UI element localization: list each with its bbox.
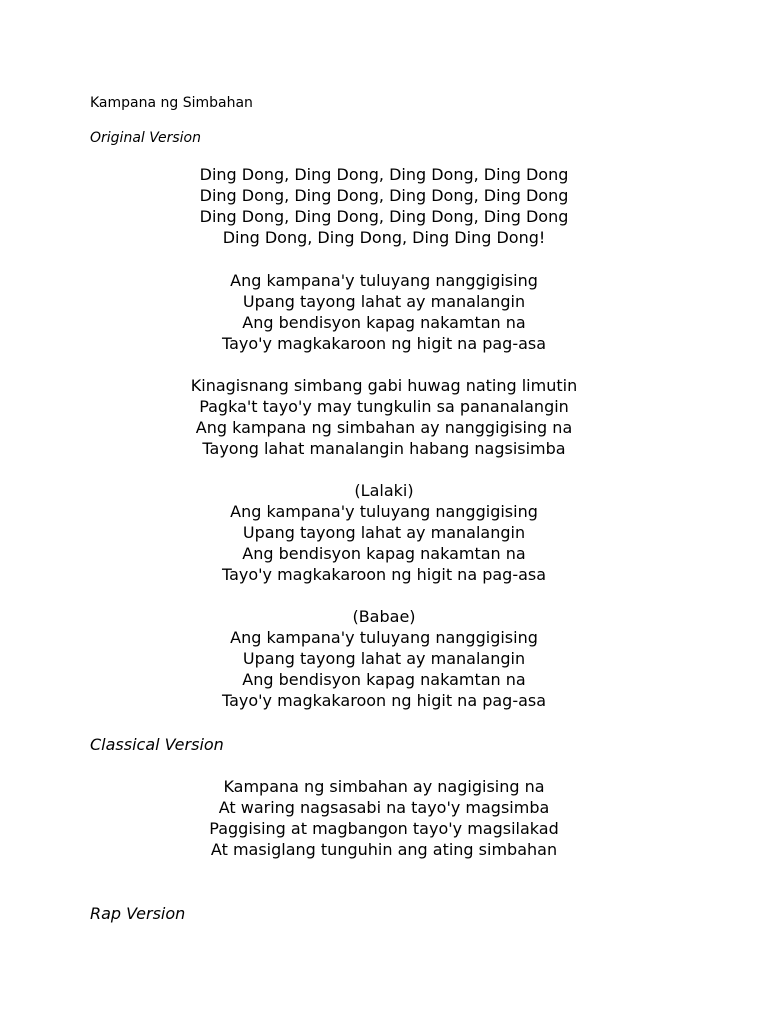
lyric-line: Kinagisnang simbang gabi huwag nating limutin [190,376,578,395]
lyric-line: Tayo'y magkakaroon ng higit na pag-asa [221,334,547,353]
lyric-line: Tayong lahat manalangin habang nagsisimba [202,439,566,458]
lyric-line: At waring nagsasabi na tayo'y magsimba [218,798,550,817]
lyric-line: Ding Dong, Ding Dong, Ding Dong, Ding Dong [199,207,569,226]
lyric-line: Ang kampana'y tuluyang nanggigising [230,502,538,521]
lyrics-stanza [0,164,768,248]
singer-label: (Lalaki) [354,481,414,500]
lyric-line: Ding Dong, Ding Dong, Ding Ding Dong! [222,228,546,247]
original-version-heading: Original Version [90,130,201,146]
lyric-line: Tayo'y magkakaroon ng higit na pag-asa [221,565,547,584]
lyric-line: Ang bendisyon kapag nakamtan na [242,544,526,563]
lyrics-stanza [0,375,768,459]
singer-label: (Babae) [352,607,416,626]
lyric-line: Tayo'y magkakaroon ng higit na pag-asa [221,691,547,710]
lyric-line: Paggising at magbangon tayo'y magsilakad [209,819,559,838]
lyric-line: Pagka't tayo'y may tungkulin sa pananalangin [199,397,569,416]
lyric-line: Upang tayong lahat ay manalangin [242,292,526,311]
lyric-line: Kampana ng simbahan ay nagigising na [223,777,545,796]
lyrics-stanza [0,270,768,354]
document-title: Kampana ng Simbahan [90,95,253,111]
lyric-line: Ding Dong, Ding Dong, Ding Dong, Ding Dong [199,165,569,184]
lyric-line: Ang kampana'y tuluyang nanggigising [230,628,538,647]
classical-version-heading: Classical Version [90,735,224,754]
lyric-line: Ang bendisyon kapag nakamtan na [242,670,526,689]
lyric-line: Ding Dong, Ding Dong, Ding Dong, Ding Dong [199,186,569,205]
lyric-line: Ang kampana ng simbahan ay nanggigising na [195,418,573,437]
lyrics-stanza [0,480,768,585]
lyric-line: At masiglang tunguhin ang ating simbahan [210,840,558,859]
lyric-line: Ang bendisyon kapag nakamtan na [242,313,526,332]
lyrics-stanza [0,776,768,860]
lyric-line: Upang tayong lahat ay manalangin [242,649,526,668]
lyric-line: Ang kampana'y tuluyang nanggigising [230,271,538,290]
lyrics-stanza [0,606,768,711]
rap-version-heading: Rap Version [90,904,186,923]
lyric-line: Upang tayong lahat ay manalangin [242,523,526,542]
